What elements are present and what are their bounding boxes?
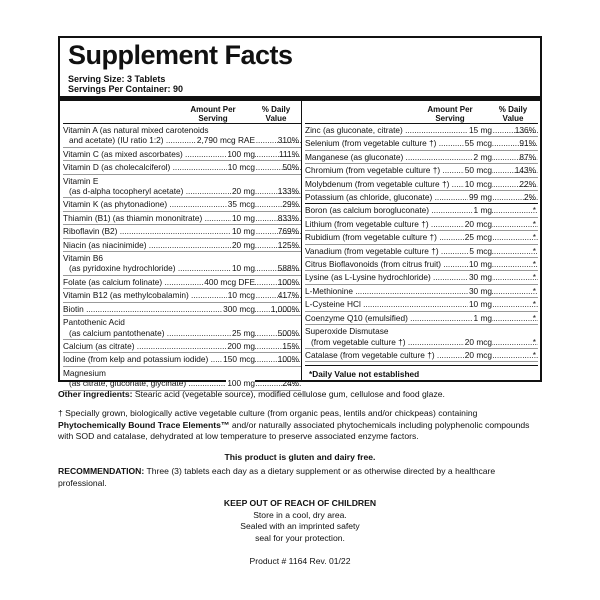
nutrient-daily-value: * (532, 349, 536, 360)
nutrient-amount: 1 mg (473, 312, 492, 323)
nutrient-name: Vitamin B6 (63, 253, 103, 264)
nutrient-amount: 50 mcg (464, 165, 492, 176)
nutrient-name: Vanadium (from vegetable culture †) (305, 245, 439, 256)
nutrient-daily-value: * (532, 232, 536, 243)
nutrient-amount: 10 mg (231, 212, 255, 223)
nutrient-daily-value: 29% (282, 199, 299, 210)
nutrient-name: Vitamin B12 (as methylcobalamin) (63, 290, 189, 301)
nutrient-daily-value: 24% (282, 378, 299, 389)
nutrient-amount: 35 mcg (227, 199, 255, 210)
nutrient-daily-value: 100% (277, 354, 299, 365)
nutrient-row (305, 178, 538, 191)
nutrient-row (305, 204, 538, 217)
nutrient-row (63, 148, 301, 161)
nutrient-source: (as citrate, gluconate, glycinate) (69, 378, 187, 389)
nutrient-name: Citrus Bioflavonoids (from citrus fruit) (305, 259, 442, 270)
nutrient-daily-value: * (532, 205, 536, 216)
nutrient-name: Biotin (63, 303, 84, 314)
nutrient-row (63, 225, 301, 238)
column-header (305, 101, 538, 124)
nutrient-amount: 10 mg (468, 259, 492, 270)
nutrient-daily-value: 417% (277, 290, 299, 301)
nutrient-row (63, 340, 301, 353)
nutrient-source: (from vegetable culture †) (311, 336, 406, 347)
nutrient-amount: 2 mg (473, 151, 492, 162)
nutrient-row (63, 276, 301, 289)
nutrient-row (305, 325, 538, 349)
nutrient-name: Superoxide Dismutase (305, 326, 389, 337)
nutrient-name: Pantothenic Acid (63, 317, 125, 328)
nutrient-row (305, 312, 538, 325)
nutrient-daily-value: 1,000% (270, 303, 299, 314)
nutrient-daily-value: 833% (277, 212, 299, 223)
nutrient-daily-value: 588% (277, 263, 299, 274)
nutrient-row (63, 198, 301, 211)
nutrient-daily-value: 22% (519, 178, 536, 189)
nutrient-amount: 55 mcg (464, 138, 492, 149)
nutrient-daily-value: 310% (277, 135, 299, 146)
nutrient-daily-value: 500% (277, 327, 299, 338)
nutrient-daily-value: * (532, 285, 536, 296)
serving-size: Serving Size: 3 Tablets (68, 74, 166, 84)
nutrient-name: Zinc (as gluconate, citrate) (305, 125, 403, 135)
nutrient-amount: 300 mcg (223, 303, 255, 314)
nutrient-name: Potassium (as chloride, gluconate) (305, 192, 433, 203)
nutrient-row (305, 191, 538, 204)
gluten-note: This product is gluten and dairy free. (224, 452, 376, 462)
recommendation (58, 466, 542, 489)
nutrient-amount: 20 mcg (464, 336, 492, 347)
servings-per-container: Servings Per Container: 90 (68, 84, 184, 94)
nutrient-name: Niacin (as niacinimide) (63, 239, 147, 250)
nutrient-row (305, 124, 538, 137)
nutrient-row (305, 349, 538, 362)
dagger-note-pre: † Specially grown, biologically active vegetable culture (from organic peas, lentils and/or chickpeas) containing (58, 408, 478, 418)
nutrient-daily-value: * (532, 336, 536, 347)
nutrient-source: (as calcium pantothenate) (69, 327, 165, 338)
dagger-note-bold: Phytochemically Bound Trace Elements™ (58, 419, 230, 430)
product-number: Product # 1164 Rev. 01/22 (249, 556, 351, 566)
nutrient-name: L-Methionine (305, 285, 353, 296)
nutrient-column-right (305, 101, 538, 382)
nutrient-amount: 99 mg (468, 192, 492, 203)
warning-title: KEEP OUT OF REACH OF CHILDREN (223, 498, 377, 508)
panel-title: Supplement Facts (68, 40, 293, 70)
nutrient-daily-value: * (532, 259, 536, 270)
nutrient-row (305, 164, 538, 177)
nutrient-daily-value: * (532, 218, 536, 229)
nutrient-name: Calcium (as citrate) (63, 340, 135, 351)
nutrient-row (305, 285, 538, 298)
nutrient-name: Vitamin D (as cholecalciferol) (63, 162, 171, 173)
nutrient-row (63, 239, 301, 252)
nutrient-daily-value: 100% (277, 276, 299, 287)
recommendation-label: RECOMMENDATION: (58, 466, 145, 476)
nutrient-row (63, 161, 301, 174)
nutrient-amount: 10 mcg (227, 290, 255, 301)
nutrient-amount: 1 mg (473, 205, 492, 216)
nutrient-amount: 20 mg (231, 186, 255, 197)
nutrient-name: Molybdenum (from vegetable culture †) (305, 178, 450, 189)
dv-footnote: *Daily Value not established (305, 365, 538, 382)
nutrient-row (63, 252, 301, 276)
warning-line: seal for your protection. (255, 532, 345, 543)
other-ingredients-text: Stearic acid (vegetable source), modified cellulose gum, cellulose and food glaze. (134, 389, 445, 399)
nutrient-source: (as d-alpha tocopheryl acetate) (69, 186, 184, 197)
nutrient-daily-value: 87% (519, 151, 536, 162)
nutrient-amount: 100 mg (227, 148, 255, 159)
nutrient-amount: 20 mcg (464, 218, 492, 229)
nutrient-name: L-Cysteine HCl (305, 299, 361, 310)
nutrient-name: Boron (as calcium borogluconate) (305, 205, 430, 216)
nutrient-name: Lysine (as L-Lysine hydrochloride) (305, 272, 431, 283)
nutrient-name: Rubidium (from vegetable culture †) (305, 232, 437, 243)
nutrient-amount: 2,790 mcg RAE (196, 135, 255, 146)
nutrient-amount: 20 mcg (464, 349, 492, 360)
nutrient-daily-value: 2% (524, 192, 536, 203)
supplement-facts-panel (58, 36, 542, 389)
storage-warning (58, 498, 542, 544)
dagger-note (58, 408, 542, 443)
nutrient-daily-value: 50% (282, 162, 299, 173)
nutrient-daily-value: 15% (282, 340, 299, 351)
nutrient-amount: 25 mg (231, 327, 255, 338)
nutrient-row (305, 231, 538, 244)
nutrient-name: Chromium (from vegetable culture †) (305, 165, 441, 176)
nutrient-row (305, 137, 538, 150)
nutrient-row (305, 151, 538, 164)
column-divider (301, 96, 302, 380)
nutrient-daily-value: 769% (277, 226, 299, 237)
nutrient-amount: 30 mg (468, 285, 492, 296)
nutrient-amount: 400 mcg DFE (204, 276, 255, 287)
nutrient-row (63, 367, 301, 391)
amount-header: Amount Per Serving (427, 105, 473, 123)
nutrient-column-left (63, 101, 301, 391)
nutrient-amount: 150 mcg (223, 354, 255, 365)
nutrient-daily-value: * (532, 299, 536, 310)
nutrient-daily-value: 133% (277, 186, 299, 197)
dv-header: % Daily Value (498, 105, 528, 123)
nutrient-name: Lithium (from vegetable culture †) (305, 218, 429, 229)
other-ingredients (58, 389, 542, 401)
nutrient-amount: 25 mcg (464, 232, 492, 243)
nutrient-daily-value: * (532, 272, 536, 283)
nutrient-name: Thiamin (B1) (as thiamin mononitrate) (63, 212, 203, 223)
nutrient-name: Vitamin A (as natural mixed carotenoids (63, 125, 209, 135)
nutrient-row (63, 353, 301, 366)
nutrient-amount: 5 mcg (469, 245, 492, 256)
nutrient-name: Selenium (from vegetable culture †) (305, 138, 437, 149)
nutrient-row (63, 303, 301, 316)
nutrient-amount: 200 mg (227, 340, 255, 351)
nutrient-row (63, 316, 301, 340)
nutrient-row (305, 271, 538, 284)
nutrient-row (63, 212, 301, 225)
nutrient-list-right (305, 124, 538, 362)
nutrient-amount: 10 mcg (464, 178, 492, 189)
nutrient-amount: 10 mcg (227, 162, 255, 173)
dv-header: % Daily Value (261, 105, 291, 123)
nutrient-name: Iodine (from kelp and potassium iodide) (63, 354, 209, 365)
column-header (63, 101, 301, 124)
dagger-note-post: and/or naturally associated phytochemicals including polyphenolic compounds with SOD and catalase, dehydrated at low temperature to preserve associated enzyme factors. (58, 419, 530, 441)
nutrient-row (63, 175, 301, 199)
nutrient-amount: 100 mg (227, 378, 255, 389)
warning-line: Store in a cool, dry area. (253, 509, 347, 520)
nutrient-name: Folate (as calcium folinate) (63, 276, 163, 287)
nutrient-row (63, 289, 301, 302)
nutrient-name: Vitamin K (as phytonadione) (63, 199, 168, 210)
nutrient-amount: 10 mg (231, 226, 255, 237)
nutrient-daily-value: 136% (514, 125, 536, 135)
amount-header: Amount Per Serving (190, 105, 236, 123)
nutrient-list-left (63, 124, 301, 391)
nutrient-row (305, 218, 538, 231)
nutrient-daily-value: 125% (277, 239, 299, 250)
nutrient-source: and acetate) (IU ratio 1:2) (69, 135, 164, 146)
other-ingredients-label: Other ingredients: (58, 389, 133, 399)
nutrient-name: Vitamin C (as mixed ascorbates) (63, 148, 183, 159)
nutrient-amount: 30 mg (468, 272, 492, 283)
nutrient-name: Magnesium (63, 367, 106, 378)
nutrient-daily-value: * (532, 312, 536, 323)
nutrient-amount: 20 mg (231, 239, 255, 250)
nutrient-name: Coenzyme Q10 (emulsified) (305, 312, 408, 323)
nutrient-name: Manganese (as gluconate) (305, 151, 404, 162)
nutrient-name: Catalase (from vegetable culture †) (305, 349, 435, 360)
recommendation-text: Three (3) tablets each day as a dietary supplement or as otherwise directed by a healthcare professional. (58, 466, 496, 488)
nutrient-amount: 10 mg (231, 263, 255, 274)
warning-line: Sealed with an imprinted safety (240, 521, 360, 531)
nutrient-daily-value: * (532, 245, 536, 256)
nutrient-row (305, 258, 538, 271)
nutrient-daily-value: 91% (519, 138, 536, 149)
nutrient-daily-value: 143% (514, 165, 536, 176)
nutrient-source: (as pyridoxine hydrochloride) (69, 263, 176, 274)
nutrient-row (305, 298, 538, 311)
nutrient-daily-value: 111% (279, 148, 299, 159)
nutrient-name: Riboflavin (B2) (63, 226, 118, 237)
nutrient-row (63, 124, 301, 148)
nutrient-row (305, 245, 538, 258)
nutrient-amount: 15 mg (468, 125, 492, 135)
nutrient-name: Vitamin E (63, 175, 99, 186)
nutrient-amount: 10 mg (468, 299, 492, 310)
